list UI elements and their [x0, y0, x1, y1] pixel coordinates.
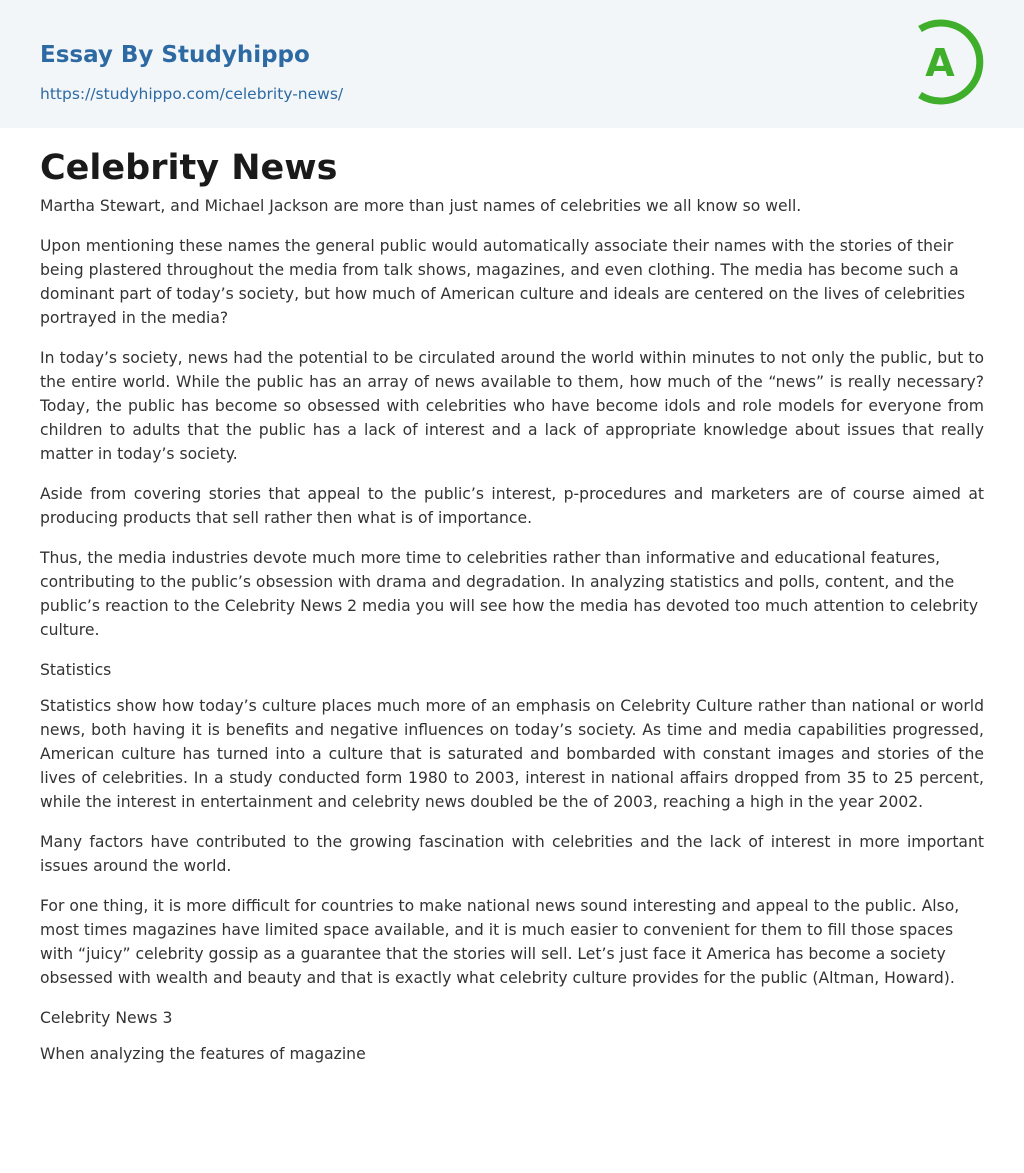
paragraph-8: For one thing, it is more difficult for countries to make national news sound interesting and appeal to the public. Also, most times magazines have limited space available, and it is much easier to convenient for them to fill those spaces with “juicy” celebrity gossip as a guarantee that the stories will sell. Let’s just face it America has become a society obsessed with wealth and beauty and that is exactly what celebrity culture provides for the public (Altman, Howard). [40, 897, 960, 987]
source-url-link[interactable]: https://studyhippo.com/celebrity-news/ [40, 85, 344, 103]
section-heading-statistics: Statistics [40, 661, 112, 679]
paragraph-5: Thus, the media industries devote much more time to celebrities rather than informative and educational features, contributing to the public’s obsession with drama and degradation. In analyzing statistics and polls, content, and the public’s reaction to the Celebrity News 2 media you will see how the media has devoted too much attention to celebrity culture. [40, 549, 979, 639]
paragraph-6: Statistics show how today’s culture places much more of an emphasis on Celebrity Culture rather than national or world news, both having it is benefits and negative influences on today’s society. As time and media capabilities progressed, American culture has turned into a culture that is saturated and bombarded with constant images and stories of the lives of celebrities. In a study conducted form 1980 to 2003, interest in national affairs dropped from 35 to 25 percent, while the interest in entertainment and celebrity news doubled be the of 2003, reaching a high in the year 2002. [40, 697, 984, 811]
site-header [0, 0, 1024, 128]
paragraph-3: In today’s society, news had the potential to be circulated around the world within minutes to not only the public, but to the entire world. While the public has an array of news available to them, how much of the “news” is really necessary? Today, the public has become so obsessed with celebrities who have become idols and role models for everyone from children to adults that the public has a lack of interest and a lack of appropriate knowledge about issues that really matter in today’s society. [40, 349, 984, 463]
essay-content [0, 128, 1024, 1066]
logo-letter: A [925, 41, 955, 85]
paragraph-7: Many factors have contributed to the growing fascination with celebrities and the lack of interest in more important issues around the world. [40, 833, 984, 875]
paragraph-9: When analyzing the features of magazine [40, 1045, 366, 1063]
brand-title[interactable]: Essay By Studyhippo [40, 42, 310, 68]
paragraph-intro: Martha Stewart, and Michael Jackson are more than just names of celebrities we all know so well. [40, 197, 802, 215]
page-title: Celebrity News [40, 148, 338, 188]
studyhippo-logo-icon[interactable] [912, 18, 988, 106]
paragraph-4: Aside from covering stories that appeal to the public’s interest, p-procedures and marketers are of course aimed at producing products that sell rather then what is of importance. [40, 485, 984, 527]
paragraph-2: Upon mentioning these names the general public would automatically associate their names with the stories of their being plastered throughout the media from talk shows, magazines, and even clothing. The media has become such a dominant part of today’s society, but how much of American culture and ideals are centered on the lives of celebrities portrayed in the media? [40, 237, 966, 327]
page-marker-celebrity-news-3: Celebrity News 3 [40, 1009, 173, 1027]
